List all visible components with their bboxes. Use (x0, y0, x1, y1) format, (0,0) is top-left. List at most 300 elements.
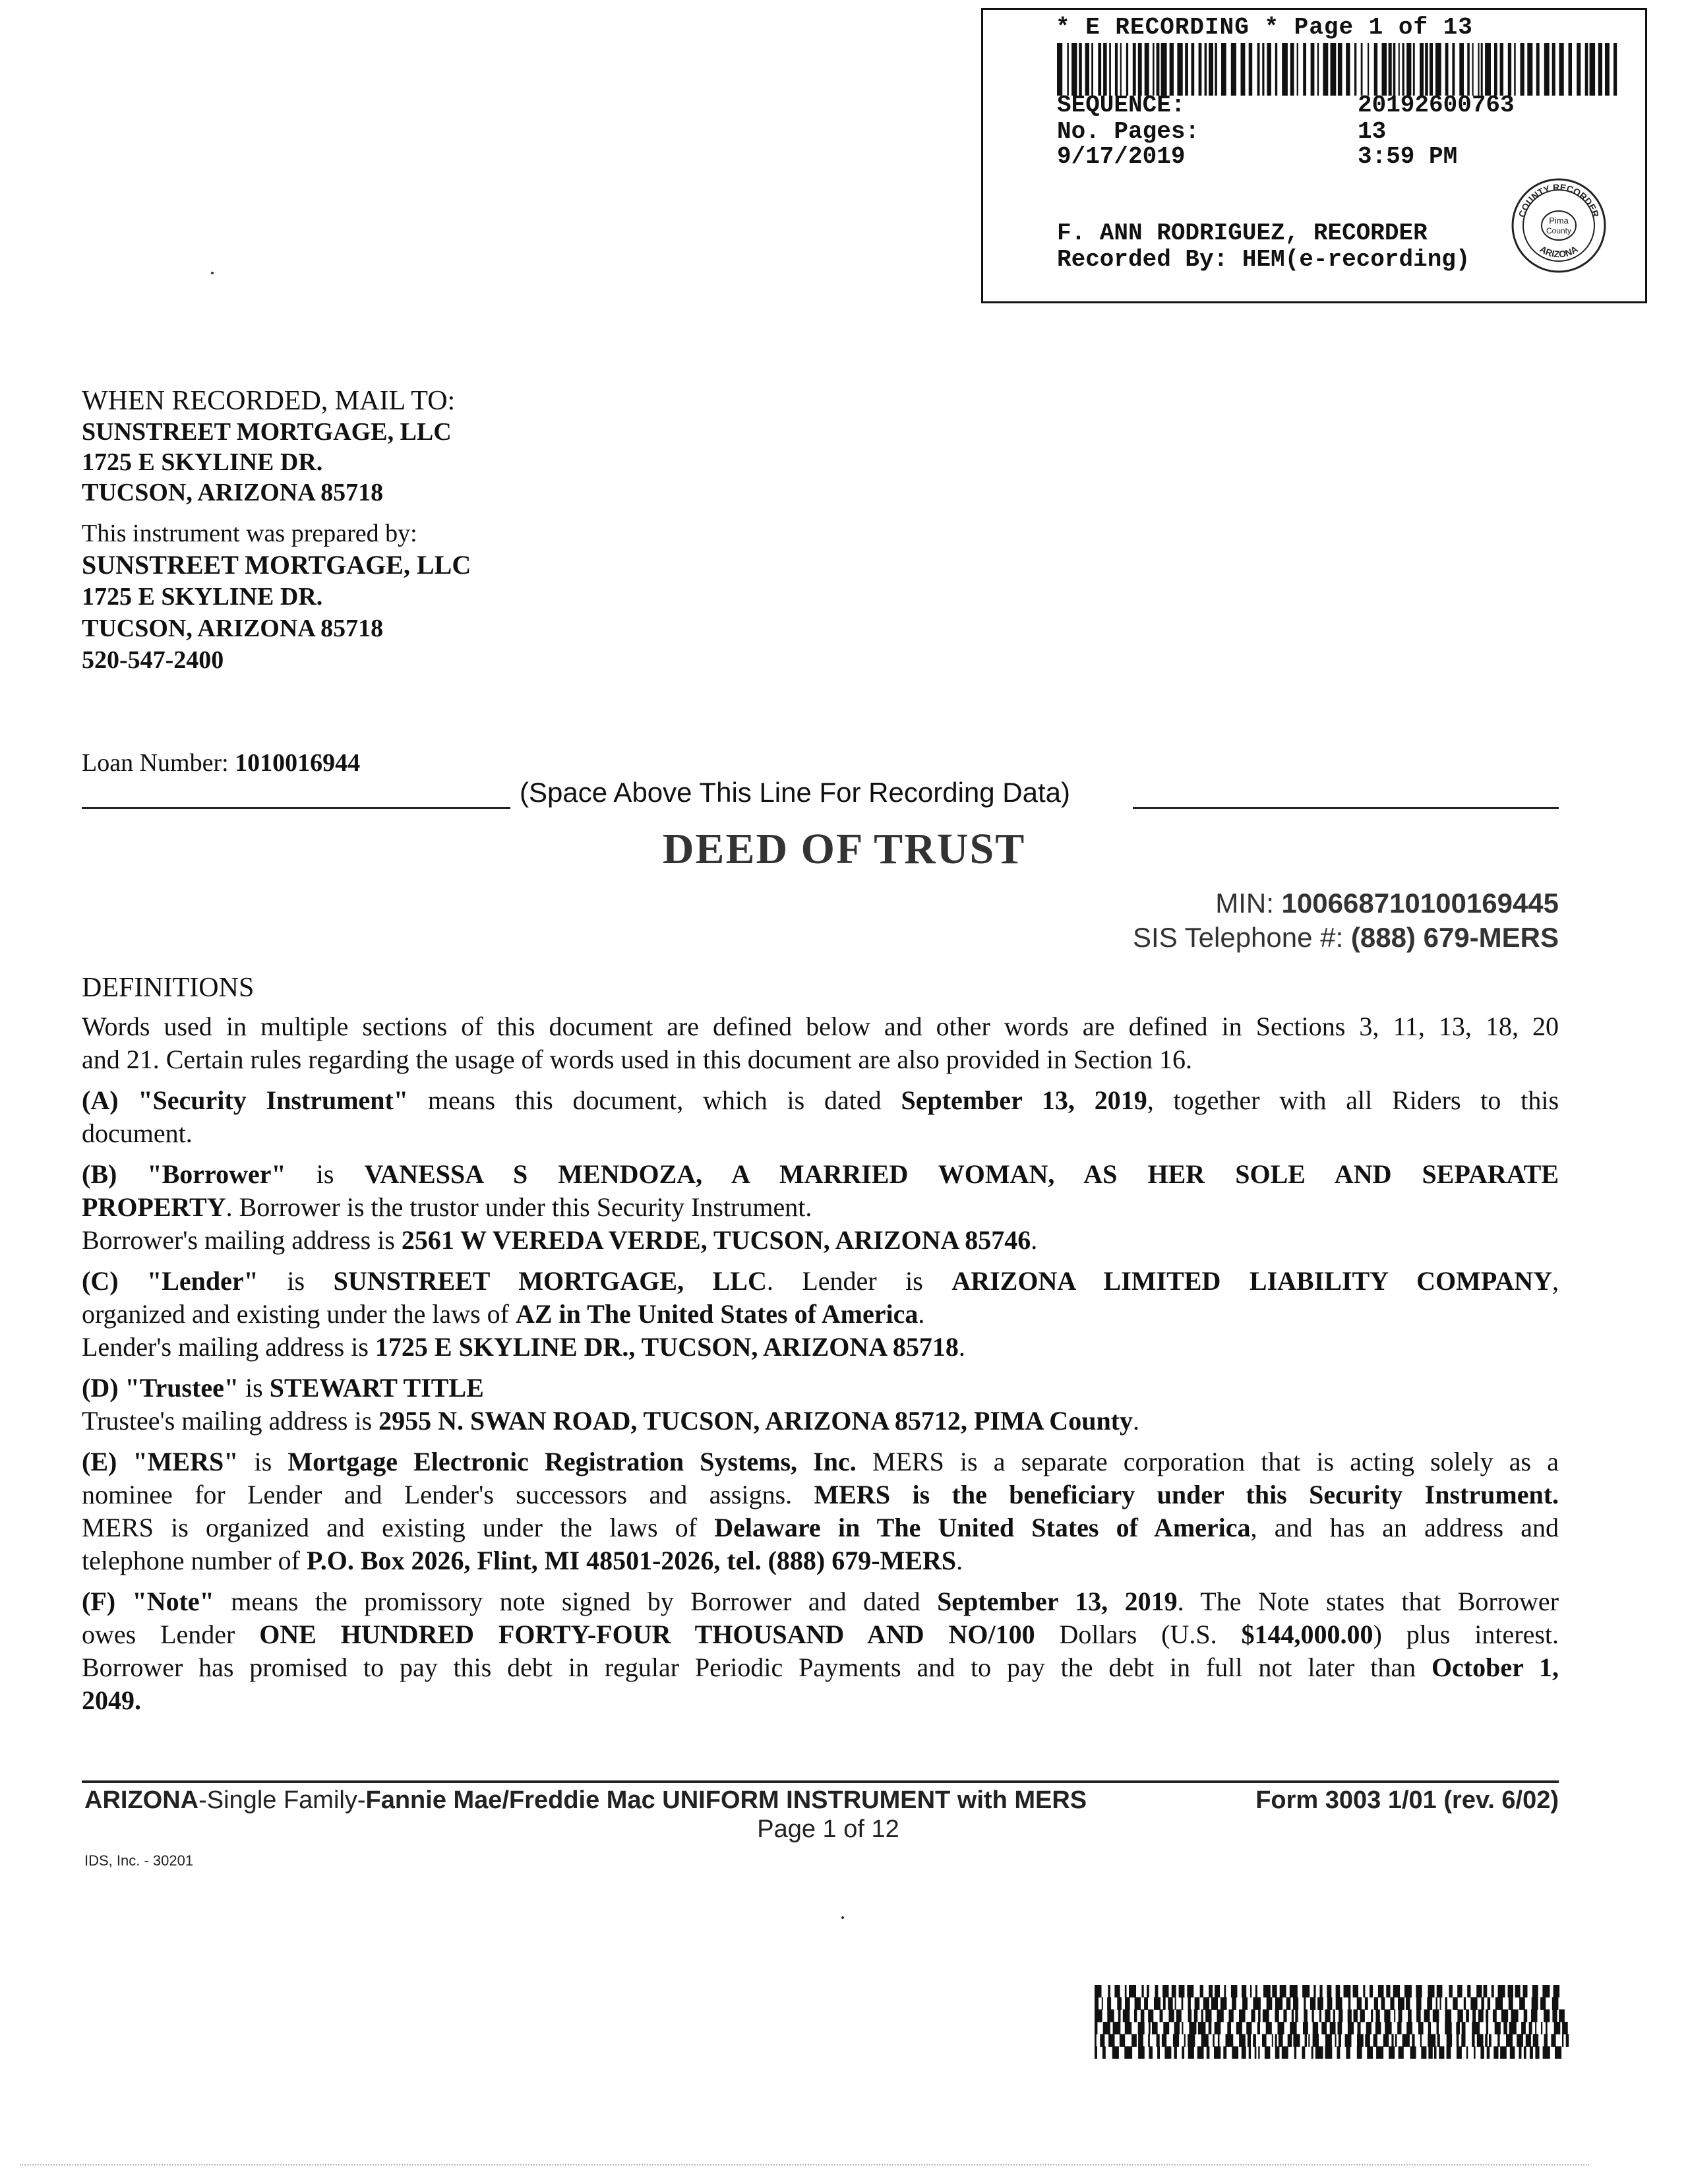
stamp-header: * E RECORDING * Page 1 of 13 (1056, 14, 1473, 41)
barcode-bar (1177, 43, 1182, 96)
barcode-bar (1124, 2046, 1132, 2059)
barcode-bar (1489, 2034, 1492, 2047)
sequence-label: SEQUENCE: (1057, 92, 1186, 119)
barcode-bar (1542, 1985, 1550, 1997)
barcode-bar (1555, 2046, 1561, 2059)
barcode-bar (1487, 2046, 1490, 2059)
pages-label: No. Pages: (1057, 118, 1200, 145)
barcode-bar (1258, 2046, 1259, 2059)
recorder-name: F. ANN RODRIGUEZ, RECORDER (1057, 220, 1428, 247)
barcode-bar (1428, 2022, 1431, 2034)
definition-a-line-1: (A) "Security Instrument" means this document, which is dated September 13, 2019, together with all Riders to this (82, 1085, 1559, 1115)
definition-f (82, 1585, 1559, 1717)
barcode-bar (1293, 1997, 1298, 2010)
barcode-bar (1163, 2022, 1169, 2034)
barcode-bar (1209, 1985, 1213, 1997)
definition-d-line-1: (D) "Trustee" is STEWART TITLE (82, 1373, 484, 1403)
barcode-bar (1174, 2022, 1180, 2034)
barcode-bar (1325, 2046, 1333, 2059)
barcode-bar (1194, 2009, 1198, 2022)
barcode-bar (1161, 43, 1167, 96)
barcode-bar (1115, 43, 1118, 96)
barcode-bar (1498, 1985, 1505, 1997)
barcode-bar (1389, 43, 1392, 96)
barcode-bar (1232, 2046, 1238, 2059)
barcode-bar (1481, 1997, 1484, 2010)
mail-to-heading: WHEN RECORDED, MAIL TO: (82, 386, 456, 416)
barcode-bar (1221, 1997, 1227, 2010)
barcode-bar (1365, 1997, 1368, 2010)
barcode-bar (1187, 1985, 1193, 1997)
barcode-bar (1138, 2034, 1143, 2047)
barcode-bar (1425, 43, 1428, 96)
barcode-bar (1348, 1997, 1351, 2010)
barcode-bar (1472, 2034, 1475, 2047)
barcode-bar (1459, 43, 1464, 96)
barcode-bar (1485, 2034, 1488, 2047)
barcode-bar (1272, 1985, 1277, 1997)
barcode-bar (1577, 43, 1581, 96)
barcode-bar (1447, 2034, 1452, 2047)
svg-text:COUNTY RECORDER: COUNTY RECORDER (1516, 181, 1602, 219)
barcode-bar (1321, 2022, 1327, 2034)
definition-f-line-3: Borrower has promised to pay this debt in regular Periodic Payments and to pay the debt in full not later than October 1, (82, 1653, 1559, 1682)
barcode-bar (1477, 2034, 1484, 2047)
barcode-bar (1236, 2022, 1242, 2034)
record-date: 9/17/2019 (1057, 143, 1186, 170)
barcode-bar (1416, 1997, 1422, 2010)
barcode-bar (1434, 2046, 1437, 2059)
barcode-bar (1348, 2009, 1352, 2022)
barcode-bar (1148, 2034, 1150, 2047)
barcode-bar (1302, 2046, 1305, 2059)
barcode-bar (1605, 43, 1610, 96)
barcode-bar (1176, 2009, 1182, 2022)
barcode-bar (1311, 43, 1315, 96)
barcode-bar (1231, 43, 1236, 96)
barcode-bar (1109, 43, 1111, 96)
barcode-bar (1283, 2009, 1286, 2022)
barcode-bar (1500, 2046, 1507, 2059)
barcode-bar (1526, 2034, 1531, 2047)
barcode-bar (1057, 43, 1062, 96)
barcode-bar (1213, 2034, 1215, 2047)
definition-b-line-3: Borrower's mailing address is 2561 W VEREDA VERDE, TUCSON, ARIZONA 85746. (82, 1225, 1038, 1255)
barcode-bar (1311, 2046, 1313, 2059)
barcode-bar (1293, 2034, 1300, 2047)
barcode-bar (1519, 1997, 1525, 2010)
barcode-bar (1224, 1985, 1226, 1997)
form-number: Form 3003 1/01 (rev. 6/02) (1255, 1786, 1559, 1814)
barcode-bar (1317, 1997, 1323, 2010)
barcode-bar (1118, 2009, 1121, 2022)
barcode-bar (1478, 43, 1479, 96)
recorded-by: Recorded By: HEM(e-recording) (1057, 246, 1470, 273)
barcode-bar (1153, 43, 1155, 96)
barcode-bar (1566, 2034, 1569, 2047)
barcode-bar (1198, 2022, 1206, 2034)
form-description (84, 1786, 1087, 1815)
barcode-bar (1590, 43, 1596, 96)
barcode-bar (1214, 2046, 1221, 2059)
barcode-bar (1071, 43, 1077, 96)
barcode-bar (1102, 1997, 1103, 2010)
barcode-bar (1313, 2034, 1319, 2047)
barcode-bar (1182, 2022, 1183, 2034)
barcode-bar (1532, 1985, 1538, 1997)
barcode-bar (1267, 43, 1271, 96)
barcode-bar (1319, 1985, 1322, 1997)
barcode-bar (1503, 2022, 1507, 2034)
barcode-bar (1488, 1997, 1490, 2010)
barcode-bar (1304, 1997, 1306, 2010)
barcode-bar (1155, 1985, 1159, 1997)
barcode-bar (1297, 43, 1298, 96)
barcode-bar (1447, 2046, 1451, 2059)
barcode-bar (1395, 2034, 1397, 2047)
barcode-bar (1402, 43, 1404, 96)
barcode-bar (1509, 2022, 1517, 2034)
barcode-bar (1544, 2009, 1550, 2022)
barcode-bar (1462, 2022, 1466, 2034)
barcode-bar (1272, 2034, 1273, 2047)
barcode-bar (1325, 2034, 1332, 2047)
barcode-bar (1203, 1997, 1209, 2010)
barcode-bar (1433, 2009, 1439, 2022)
pages-value: 13 (1358, 118, 1387, 145)
barcode-bar (1125, 2022, 1131, 2034)
barcode-bar (1339, 2034, 1341, 2047)
barcode-bar (1339, 2009, 1342, 2022)
barcode-bar (1412, 2034, 1414, 2047)
barcode-bar (1126, 43, 1128, 96)
barcode-bar (1123, 2009, 1130, 2022)
barcode-bar (1472, 43, 1474, 96)
barcode-bar (1327, 1997, 1333, 2010)
barcode-bar (1223, 2046, 1226, 2059)
barcode-bar (1169, 2009, 1174, 2022)
barcode-bar (1317, 43, 1319, 96)
barcode-bar (1500, 43, 1503, 96)
barcode-bar (1357, 2034, 1364, 2047)
barcode-bar (1185, 43, 1188, 96)
barcode-bar (1406, 2022, 1412, 2034)
barcode-bar (1221, 43, 1226, 96)
barcode-bar (1168, 1997, 1172, 2010)
barcode-bar (1493, 2009, 1497, 2022)
barcode-bar (1120, 43, 1122, 96)
barcode-bar (1461, 2034, 1465, 2047)
barcode-bar (1231, 1985, 1238, 1997)
barcode-bar (1421, 2046, 1426, 2059)
barcode-bar (1262, 2034, 1267, 2047)
barcode-bar (1205, 2009, 1211, 2022)
barcode-bar (1308, 2034, 1310, 2047)
barcode-bar (1514, 43, 1516, 96)
mail-to-line-3: TUCSON, ARIZONA 85718 (82, 479, 384, 506)
barcode-bar (1486, 2022, 1488, 2034)
barcode-bar (1428, 1985, 1435, 1997)
barcode-bar (1215, 1985, 1220, 1997)
svg-text:Pima: Pima (1549, 216, 1569, 226)
barcode-bar (1258, 2009, 1261, 2022)
barcode-bar (1464, 1997, 1466, 2010)
scan-speck (211, 272, 214, 274)
barcode-bar (1138, 43, 1142, 96)
barcode-bar (1521, 43, 1524, 96)
barcode-bar (1360, 2009, 1365, 2022)
barcode-bar (1348, 2022, 1354, 2034)
barcode-bar (1532, 1997, 1538, 2010)
barcode-bar (1449, 1985, 1453, 1997)
barcode-bar (1280, 1985, 1286, 1997)
barcode-bar (1107, 1997, 1111, 2010)
barcode-bar (1430, 43, 1433, 96)
definitions-intro (82, 1010, 1559, 1076)
svg-text:County: County (1546, 226, 1572, 235)
barcode-bar (1367, 2046, 1373, 2059)
barcode-bar (1457, 2046, 1462, 2059)
prepared-by-line-1: SUNSTREET MORTGAGE, LLC (82, 550, 471, 580)
loan-number-label: Loan Number: (82, 749, 229, 777)
barcode-bar (1535, 2022, 1536, 2034)
footer-rule (82, 1780, 1559, 1783)
barcode-bar (1494, 43, 1497, 96)
barcode-bar (1266, 2022, 1272, 2034)
barcode-bar (1201, 2034, 1209, 2047)
barcode-bar (1509, 1997, 1513, 2010)
barcode-bar (1067, 43, 1069, 96)
intro-line-2: and 21. Certain rules regarding the usage of words used in this document are also provided in Section 16. (82, 1045, 1193, 1074)
sis-label: SIS Telephone #: (1133, 922, 1344, 953)
barcode-bar (1303, 43, 1306, 96)
barcode-bar (1211, 1997, 1218, 2010)
barcode-bar (1408, 2009, 1412, 2022)
definition-d (82, 1372, 1559, 1438)
barcode-bar (1544, 43, 1550, 96)
barcode-bar (1480, 2046, 1484, 2059)
barcode-bar (1470, 1997, 1477, 2010)
space-above-line-label: (Space Above This Line For Recording Data) (520, 777, 1070, 808)
barcode-bar (1147, 1985, 1149, 1997)
barcode-bar (1437, 1985, 1443, 1997)
barcode-bar (1242, 1997, 1248, 2010)
barcode-bar (1527, 43, 1532, 96)
barcode-bar (1278, 2022, 1284, 2034)
sequence-value: 20192600763 (1358, 92, 1515, 119)
barcode-bar (1357, 1997, 1362, 2010)
barcode-bar (1164, 2046, 1171, 2059)
barcode-bar (1416, 2009, 1421, 2022)
barcode-bar (1391, 2034, 1393, 2047)
barcode-bar (1218, 2034, 1220, 2047)
barcode-bar (1255, 1985, 1257, 1997)
barcode-bar (1338, 43, 1342, 96)
barcode-bar (1354, 2009, 1358, 2022)
barcode-bar (1478, 2009, 1484, 2022)
barcode-bar (1456, 2022, 1460, 2034)
record-time: 3:59 PM (1358, 143, 1458, 170)
barcode-bar (1275, 2034, 1277, 2047)
barcode-bar (1370, 1985, 1373, 1997)
barcode-bar (1585, 43, 1588, 96)
definition-b-line-1: (B) "Borrower" is VANESSA S MENDOZA, A MARRIED WOMAN, AS HER SOLE AND SEPARATE (82, 1159, 1559, 1189)
barcode-bar (1160, 2009, 1163, 2022)
barcode-bar (1290, 43, 1294, 96)
barcode-bar (1381, 1997, 1385, 2010)
barcode-bar (1486, 2009, 1488, 2022)
barcode-bar (1493, 2046, 1498, 2059)
definition-a (82, 1084, 1559, 1150)
barcode-bar (1420, 2034, 1422, 2047)
barcode-bar (1108, 2034, 1114, 2047)
barcode-bar (1457, 2009, 1462, 2022)
barcode-bar (1466, 2046, 1468, 2059)
barcode-bar (1095, 1985, 1102, 1997)
barcode-bar (1205, 43, 1207, 96)
barcode-bar (1437, 2034, 1440, 2047)
barcode-bar (1346, 43, 1350, 96)
barcode-bar (1373, 2034, 1377, 2047)
definitions-body (82, 1010, 1559, 1725)
definition-e-line-1: (E) "MERS" is Mortgage Electronic Registration Systems, Inc. MERS is a separate corporation that is acting solely as a (82, 1447, 1559, 1476)
stamp-barcode (1057, 43, 1617, 96)
barcode-bar (1437, 2022, 1439, 2034)
barcode-bar (1410, 2046, 1416, 2059)
barcode-bar (1232, 1997, 1236, 2010)
barcode-bar (1172, 1985, 1176, 1997)
recording-stamp (981, 8, 1647, 303)
barcode-bar (1182, 2046, 1184, 2059)
barcode-bar (1427, 1997, 1432, 2010)
barcode-bar (1363, 1985, 1365, 1997)
min-number (1215, 888, 1559, 919)
barcode-bar (1095, 2046, 1097, 2059)
barcode-bar (1524, 2046, 1526, 2059)
barcode-bar (1552, 2009, 1557, 2022)
page-number: Page 1 of 12 (757, 1815, 899, 1843)
barcode-bar (1439, 2046, 1444, 2059)
barcode-bar (1562, 2022, 1568, 2034)
barcode-bar (1506, 2034, 1513, 2047)
barcode-bar (1114, 1985, 1120, 1997)
barcode-bar (1310, 1997, 1315, 2010)
barcode-bar (1144, 1997, 1148, 2010)
barcode-bar (1613, 43, 1617, 96)
barcode-bar (1428, 2034, 1435, 2047)
barcode-bar (1091, 43, 1093, 96)
barcode-bar (1098, 43, 1101, 96)
barcode-bar (1510, 2046, 1515, 2059)
barcode-bar (1540, 1997, 1546, 2010)
barcode-bar (1385, 2022, 1391, 2034)
svg-text:ARIZONA: ARIZONA (1538, 243, 1580, 260)
barcode-bar (1195, 1997, 1200, 2010)
barcode-bar (1492, 1985, 1494, 1997)
definition-a-line-2: document. (82, 1118, 193, 1148)
barcode-bar (1335, 2034, 1337, 2047)
barcode-bar (1189, 2022, 1196, 2034)
barcode-bar (1598, 43, 1602, 96)
barcode-bar (1079, 43, 1082, 96)
document-barcode (1095, 1985, 1569, 2059)
barcode-bar (1472, 2022, 1480, 2034)
barcode-bar (1095, 2009, 1102, 2022)
mail-to-line-1: SUNSTREET MORTGAGE, LLC (82, 418, 452, 446)
barcode-bar (1229, 2009, 1234, 2022)
barcode-bar (1457, 2034, 1459, 2047)
definition-d-line-2: Trustee's mailing address is 2955 N. SWAN ROAD, TUCSON, ARIZONA 85712, PIMA County. (82, 1406, 1140, 1436)
barcode-bar (1384, 2009, 1390, 2022)
definition-f-line-2: owes Lender ONE HUNDRED FORTY-FOUR THOUSAND AND NO/100 Dollars (U.S. $144,000.00) plus interest. (82, 1620, 1559, 1649)
barcode-bar (1095, 2034, 1097, 2047)
definitions-heading: DEFINITIONS (82, 973, 255, 1003)
barcode-bar (1304, 2009, 1308, 2022)
barcode-bar (1265, 2046, 1270, 2059)
barcode-bar (1295, 2009, 1298, 2022)
barcode-bar (1303, 2022, 1308, 2034)
barcode-bar (1103, 43, 1107, 96)
barcode-bar (1152, 2022, 1158, 2034)
barcode-bar (1100, 2034, 1104, 2047)
barcode-bar (1453, 1997, 1457, 2010)
barcode-bar (1445, 43, 1449, 96)
barcode-bar (1333, 2009, 1335, 2022)
barcode-bar (1294, 2046, 1296, 2059)
barcode-bar (1346, 2046, 1350, 2059)
barcode-bar (1559, 43, 1564, 96)
barcode-bar (1249, 43, 1253, 96)
barcode-bar (1217, 2009, 1224, 2022)
barcode-bar (1424, 2009, 1430, 2022)
county-recorder-seal (1509, 176, 1608, 275)
barcode-bar (1378, 1985, 1384, 1997)
barcode-bar (1559, 2009, 1565, 2022)
form-uniform-instrument: Fannie Mae/Freddie Mac UNIFORM INSTRUMENT with MERS (365, 1786, 1087, 1814)
barcode-bar (1344, 1985, 1351, 1997)
barcode-bar (1120, 2034, 1125, 2047)
barcode-bar (1157, 2046, 1160, 2059)
barcode-bar (1330, 2022, 1336, 2034)
barcode-bar (1263, 2009, 1269, 2022)
barcode-bar (1107, 2009, 1114, 2022)
barcode-bar (1148, 2009, 1153, 2022)
barcode-bar (1174, 2046, 1177, 2059)
definition-f-line-1: (F) "Note" means the promissory note signed by Borrower and dated September 13, 2019. The Note states that Borrower (82, 1587, 1559, 1616)
barcode-bar (1134, 2009, 1137, 2022)
barcode-bar (1406, 1997, 1410, 2010)
barcode-bar (1366, 2022, 1372, 2034)
barcode-bar (1554, 2022, 1561, 2034)
scan-speck-2 (841, 1916, 844, 1919)
barcode-bar (1440, 1997, 1441, 2010)
barcode-bar (1188, 2046, 1194, 2059)
barcode-bar (1209, 2022, 1212, 2034)
barcode-bar (1201, 2009, 1203, 2022)
barcode-bar (1530, 2046, 1533, 2059)
barcode-bar (1290, 1985, 1298, 1997)
min-value: 100668710100169445 (1281, 888, 1559, 919)
barcode-bar (1255, 2046, 1257, 2059)
loan-number-value: 1010016944 (235, 749, 361, 777)
barcode-bar (1331, 43, 1337, 96)
barcode-bar (1374, 1997, 1378, 2010)
barcode-bar (1497, 2034, 1499, 2047)
loan-number (82, 748, 360, 778)
barcode-bar (1095, 1997, 1099, 2010)
barcode-bar (1313, 2022, 1318, 2034)
barcode-bar (1267, 1997, 1273, 2010)
